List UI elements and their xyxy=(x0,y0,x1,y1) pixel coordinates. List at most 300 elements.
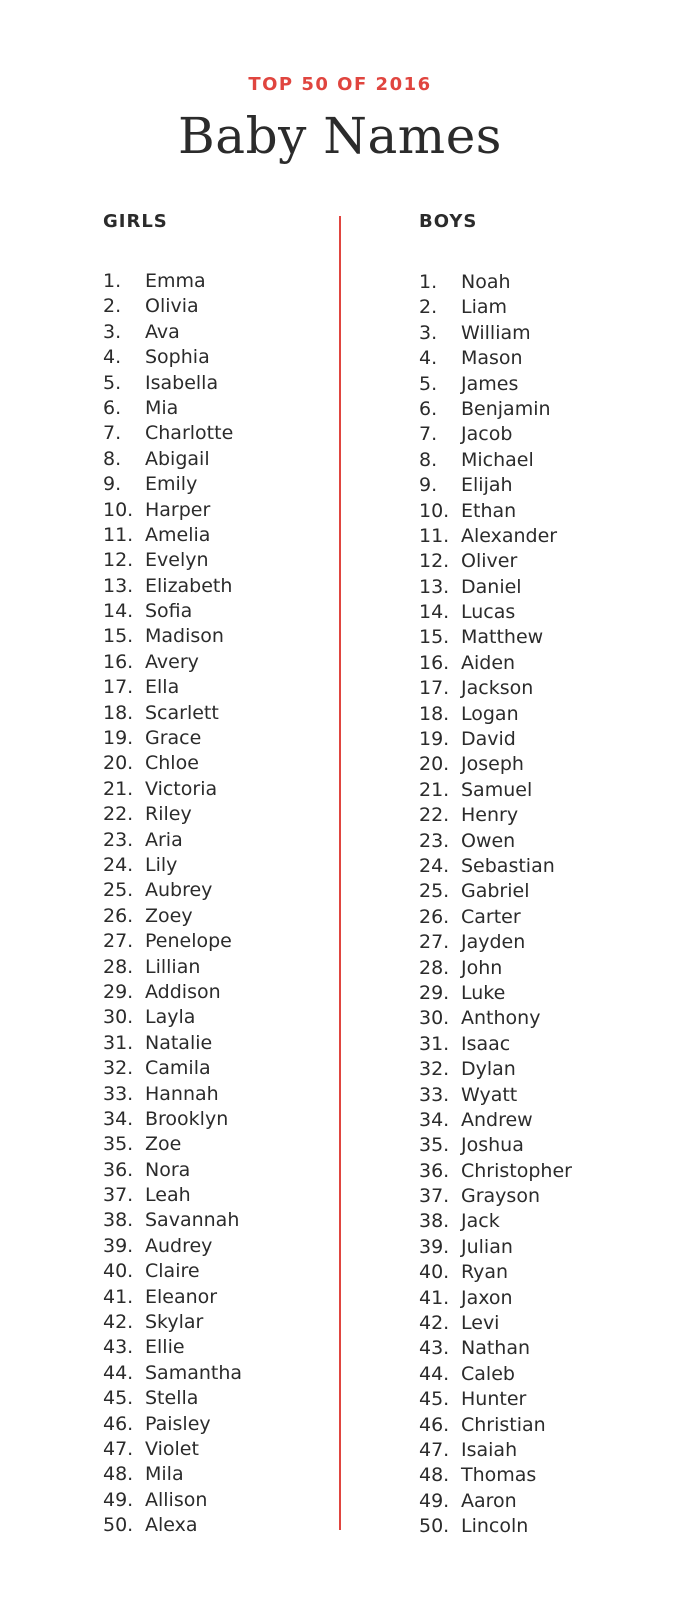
rank-number: 34. xyxy=(103,1107,134,1130)
girl-name: Ellie xyxy=(145,1336,185,1359)
boy-name: Aiden xyxy=(461,651,516,674)
rank-number: 21. xyxy=(419,778,450,801)
boy-name-row xyxy=(419,981,659,1006)
rank-number: 10. xyxy=(103,498,134,521)
girl-name: Harper xyxy=(145,498,211,521)
girl-name: Zoe xyxy=(145,1133,182,1156)
rank-number: 36. xyxy=(419,1159,450,1182)
girl-name: Hannah xyxy=(145,1082,219,1105)
rank-number: 34. xyxy=(419,1108,450,1131)
rank-number: 21. xyxy=(103,777,134,800)
boy-name: Oliver xyxy=(461,550,518,573)
boy-name-row xyxy=(419,956,659,981)
boy-name: Alexander xyxy=(461,524,558,547)
girl-name: Nora xyxy=(145,1158,191,1181)
girl-name: Elizabeth xyxy=(145,574,233,597)
rank-number: 42. xyxy=(419,1312,450,1335)
boy-name: Luke xyxy=(461,981,506,1004)
boy-name-row xyxy=(419,600,659,625)
girl-name: Alexa xyxy=(145,1514,198,1537)
boy-name: Aaron xyxy=(461,1489,517,1512)
boy-name-row xyxy=(419,1235,659,1260)
rank-number: 31. xyxy=(419,1032,450,1055)
girl-name-row xyxy=(103,751,343,776)
rank-number: 16. xyxy=(419,651,450,674)
girl-name-row xyxy=(103,371,343,396)
rank-number: 11. xyxy=(103,523,134,546)
girl-name: Amelia xyxy=(145,523,211,546)
girl-name-row xyxy=(103,1005,343,1030)
girl-name: Eleanor xyxy=(145,1285,218,1308)
rank-number: 50. xyxy=(419,1515,450,1538)
girl-name-row xyxy=(103,1488,343,1513)
boy-name: Michael xyxy=(461,448,534,471)
girl-name-row xyxy=(103,1386,343,1411)
rank-number: 3. xyxy=(419,321,438,344)
girl-name: Paisley xyxy=(145,1412,211,1435)
rank-number: 15. xyxy=(419,626,450,649)
rank-number: 32. xyxy=(419,1058,450,1081)
rank-number: 35. xyxy=(419,1134,450,1157)
boy-name: Daniel xyxy=(461,575,522,598)
girl-name-row xyxy=(103,1361,343,1386)
rank-number: 16. xyxy=(103,650,134,673)
rank-number: 28. xyxy=(419,956,450,979)
boy-name-row xyxy=(419,930,659,955)
girl-name: Emma xyxy=(145,270,206,292)
boy-name-row xyxy=(419,321,659,346)
rank-number: 44. xyxy=(419,1362,450,1385)
girl-name: Sofia xyxy=(145,600,193,623)
boy-name-row xyxy=(419,372,659,397)
girl-name-row xyxy=(103,1310,343,1335)
rank-number: 7. xyxy=(103,422,122,445)
boy-name: Owen xyxy=(461,829,516,852)
rank-number: 45. xyxy=(419,1388,450,1411)
boy-name: Gabriel xyxy=(461,880,530,903)
rank-number: 48. xyxy=(419,1464,450,1487)
boy-name: William xyxy=(461,321,531,344)
boy-name-row xyxy=(419,1438,659,1463)
boy-name-row xyxy=(419,422,659,447)
boy-name: Henry xyxy=(461,804,519,827)
boy-name: Isaac xyxy=(461,1032,511,1055)
rank-number: 48. xyxy=(103,1463,134,1486)
girl-name: Lily xyxy=(145,853,178,876)
rank-number: 13. xyxy=(103,574,134,597)
girl-name-row xyxy=(103,853,343,878)
boys-column xyxy=(419,210,659,1540)
boy-name-row xyxy=(419,905,659,930)
boy-name-row xyxy=(419,1387,659,1412)
girl-name: Aubrey xyxy=(145,879,213,902)
boy-name: Benjamin xyxy=(461,397,551,420)
rank-number: 18. xyxy=(103,701,134,724)
boy-name: Wyatt xyxy=(461,1083,518,1106)
rank-number: 22. xyxy=(103,803,134,826)
rank-number: 46. xyxy=(419,1413,450,1436)
girl-name-row xyxy=(103,929,343,954)
boy-name: Hunter xyxy=(461,1388,527,1411)
rank-number: 39. xyxy=(103,1234,134,1257)
rank-number: 14. xyxy=(419,601,450,624)
rank-number: 10. xyxy=(419,499,450,522)
rank-number: 17. xyxy=(103,676,134,699)
boy-name-row xyxy=(419,295,659,320)
boy-name-row xyxy=(419,270,659,295)
boy-name-row xyxy=(419,575,659,600)
boy-name-row xyxy=(419,1032,659,1057)
girl-name-row xyxy=(103,1158,343,1183)
girl-name-row xyxy=(103,1031,343,1056)
girl-name: Skylar xyxy=(145,1311,204,1334)
boy-name: Mason xyxy=(461,347,523,370)
girl-name: Mila xyxy=(145,1463,184,1486)
girl-name-row xyxy=(103,802,343,827)
girl-name-row xyxy=(103,320,343,345)
page-title: Baby Names xyxy=(178,107,502,165)
boy-name-row xyxy=(419,803,659,828)
girl-name-row xyxy=(103,1513,343,1538)
boy-name-row xyxy=(419,1413,659,1438)
girl-name: Natalie xyxy=(145,1031,213,1054)
girl-name-row xyxy=(103,269,343,294)
girl-name: Addison xyxy=(145,980,221,1003)
rank-number: 24. xyxy=(419,854,450,877)
girl-name-row xyxy=(103,498,343,523)
girl-name-row xyxy=(103,1234,343,1259)
rank-number: 25. xyxy=(419,880,450,903)
rank-number: 19. xyxy=(103,727,134,750)
boy-name-row xyxy=(419,676,659,701)
rank-number: 1. xyxy=(419,271,438,293)
boy-name: Logan xyxy=(461,702,519,725)
rank-number: 27. xyxy=(103,930,134,953)
rank-number: 43. xyxy=(419,1337,450,1360)
boy-name: Noah xyxy=(461,271,511,293)
boy-name: Sebastian xyxy=(461,854,555,877)
rank-number: 40. xyxy=(419,1261,450,1284)
girl-name: Sophia xyxy=(145,346,210,369)
girl-name-row xyxy=(103,777,343,802)
rank-number: 1. xyxy=(103,270,122,292)
girl-name-row xyxy=(103,599,343,624)
boy-name: John xyxy=(461,956,503,979)
boy-name-row xyxy=(419,1159,659,1184)
girl-name-row xyxy=(103,1208,343,1233)
rank-number: 32. xyxy=(103,1057,134,1080)
boy-name-row xyxy=(419,1209,659,1234)
boy-name: Levi xyxy=(461,1312,500,1335)
rank-number: 6. xyxy=(419,397,438,420)
rank-number: 28. xyxy=(103,955,134,978)
rank-number: 50. xyxy=(103,1514,134,1537)
boy-name-row xyxy=(419,1260,659,1285)
girl-name: Grace xyxy=(145,727,202,750)
girl-name: Charlotte xyxy=(145,422,234,445)
girl-name: Camila xyxy=(145,1057,211,1080)
boy-name-row xyxy=(419,829,659,854)
boy-name: Carter xyxy=(461,905,521,928)
boy-name: Nathan xyxy=(461,1337,531,1360)
rank-number: 26. xyxy=(419,905,450,928)
rank-number: 47. xyxy=(103,1437,134,1460)
girl-name-row xyxy=(103,1259,343,1284)
girl-name-row xyxy=(103,904,343,929)
rank-number: 31. xyxy=(103,1031,134,1054)
rank-number: 36. xyxy=(103,1158,134,1181)
boy-name-row xyxy=(419,1489,659,1514)
rank-number: 23. xyxy=(419,829,450,852)
rank-number: 8. xyxy=(103,447,122,470)
girls-name-list xyxy=(103,269,343,1539)
boy-name: Caleb xyxy=(461,1362,515,1385)
girl-name-row xyxy=(103,675,343,700)
girl-name: Scarlett xyxy=(145,701,219,724)
girl-name-row xyxy=(103,828,343,853)
girl-name: Riley xyxy=(145,803,192,826)
rank-number: 12. xyxy=(419,550,450,573)
rank-number: 37. xyxy=(103,1184,134,1207)
girl-name-row xyxy=(103,548,343,573)
boy-name: James xyxy=(461,372,519,395)
rank-number: 7. xyxy=(419,423,438,446)
rank-number: 17. xyxy=(419,677,450,700)
boy-name-row xyxy=(419,752,659,777)
rank-number: 25. xyxy=(103,879,134,902)
boy-name-row xyxy=(419,549,659,574)
rank-number: 15. xyxy=(103,625,134,648)
girl-name-row xyxy=(103,294,343,319)
boy-name-row xyxy=(419,499,659,524)
boy-name: Lincoln xyxy=(461,1515,529,1538)
boy-name-row xyxy=(419,1336,659,1361)
boy-name: Elijah xyxy=(461,474,513,497)
girl-name: Zoey xyxy=(145,904,193,927)
girl-name: Isabella xyxy=(145,371,219,394)
rank-number: 47. xyxy=(419,1438,450,1461)
rank-number: 29. xyxy=(103,980,134,1003)
boy-name: Julian xyxy=(461,1235,513,1258)
boy-name: Joseph xyxy=(461,753,524,776)
boy-name: Isaiah xyxy=(461,1438,518,1461)
rank-number: 43. xyxy=(103,1336,134,1359)
boy-name: Ryan xyxy=(461,1261,509,1284)
girls-column xyxy=(103,210,343,1539)
rank-number: 40. xyxy=(103,1260,134,1283)
boy-name: Lucas xyxy=(461,601,516,624)
girl-name: Chloe xyxy=(145,752,199,775)
girl-name-row xyxy=(103,701,343,726)
boy-name-row xyxy=(419,625,659,650)
girl-name-row xyxy=(103,726,343,751)
boy-name: Christopher xyxy=(461,1159,572,1182)
girl-name-row xyxy=(103,980,343,1005)
rank-number: 5. xyxy=(103,371,122,394)
rank-number: 27. xyxy=(419,931,450,954)
girl-name: Allison xyxy=(145,1488,208,1511)
boy-name: Jayden xyxy=(461,931,526,954)
boy-name-row xyxy=(419,727,659,752)
girl-name: Madison xyxy=(145,625,224,648)
boy-name-row xyxy=(419,397,659,422)
boy-name-row xyxy=(419,651,659,676)
girl-name-row xyxy=(103,1437,343,1462)
rank-number: 44. xyxy=(103,1361,134,1384)
girls-heading: GIRLS xyxy=(103,211,168,232)
boy-name: Samuel xyxy=(461,778,533,801)
boy-name-row xyxy=(419,1463,659,1488)
rank-number: 33. xyxy=(419,1083,450,1106)
girl-name: Avery xyxy=(145,650,199,673)
boy-name: Christian xyxy=(461,1413,546,1436)
boy-name-row xyxy=(419,1362,659,1387)
rank-number: 49. xyxy=(103,1488,134,1511)
girl-name: Brooklyn xyxy=(145,1107,229,1130)
rank-number: 38. xyxy=(103,1209,134,1232)
girl-name: Stella xyxy=(145,1387,199,1410)
rank-number: 20. xyxy=(103,752,134,775)
girl-name-row xyxy=(103,421,343,446)
girl-name: Aria xyxy=(145,828,183,851)
boy-name-row xyxy=(419,1108,659,1133)
girl-name: Violet xyxy=(145,1437,199,1460)
boy-name: Matthew xyxy=(461,626,544,649)
boys-name-list xyxy=(419,270,659,1540)
boy-name-row xyxy=(419,854,659,879)
rank-number: 29. xyxy=(419,981,450,1004)
rank-number: 11. xyxy=(419,524,450,547)
girl-name: Emily xyxy=(145,473,198,496)
rank-number: 9. xyxy=(103,473,122,496)
girl-name-row xyxy=(103,345,343,370)
girl-name: Mia xyxy=(145,396,179,419)
girl-name: Ava xyxy=(145,320,180,343)
rank-number: 23. xyxy=(103,828,134,851)
boy-name-row xyxy=(419,1311,659,1336)
rank-number: 19. xyxy=(419,728,450,751)
boy-name: Anthony xyxy=(461,1007,541,1030)
girl-name-row xyxy=(103,472,343,497)
girl-name-row xyxy=(103,650,343,675)
girl-name-row xyxy=(103,955,343,980)
rank-number: 20. xyxy=(419,753,450,776)
rank-number: 14. xyxy=(103,600,134,623)
girl-name-row xyxy=(103,1082,343,1107)
girl-name: Samantha xyxy=(145,1361,243,1384)
boy-name-row xyxy=(419,778,659,803)
girl-name: Penelope xyxy=(145,930,232,953)
boy-name-row xyxy=(419,1083,659,1108)
rank-number: 2. xyxy=(419,296,438,319)
girl-name-row xyxy=(103,1412,343,1437)
rank-number: 42. xyxy=(103,1311,134,1334)
girl-name: Evelyn xyxy=(145,549,209,572)
girl-name: Audrey xyxy=(145,1234,213,1257)
boy-name-row xyxy=(419,702,659,727)
boy-name-row xyxy=(419,473,659,498)
girl-name-row xyxy=(103,447,343,472)
rank-number: 41. xyxy=(103,1285,134,1308)
rank-number: 12. xyxy=(103,549,134,572)
rank-number: 9. xyxy=(419,474,438,497)
boy-name-row xyxy=(419,1057,659,1082)
rank-number: 41. xyxy=(419,1286,450,1309)
boy-name-row xyxy=(419,879,659,904)
rank-number: 45. xyxy=(103,1387,134,1410)
girl-name-row xyxy=(103,1183,343,1208)
girl-name: Ella xyxy=(145,676,180,699)
boy-name-row xyxy=(419,346,659,371)
girl-name: Savannah xyxy=(145,1209,240,1232)
boy-name: Jacob xyxy=(461,423,513,446)
boy-name: Andrew xyxy=(461,1108,533,1131)
rank-number: 26. xyxy=(103,904,134,927)
girl-name: Lillian xyxy=(145,955,201,978)
rank-number: 6. xyxy=(103,396,122,419)
boy-name: Thomas xyxy=(461,1464,537,1487)
girl-name: Abigail xyxy=(145,447,210,470)
rank-number: 22. xyxy=(419,804,450,827)
girl-name-row xyxy=(103,523,343,548)
page-header xyxy=(0,72,680,166)
girl-name: Layla xyxy=(145,1006,196,1029)
girl-name-row xyxy=(103,1132,343,1157)
girl-name-row xyxy=(103,574,343,599)
girl-name-row xyxy=(103,1107,343,1132)
boy-name: Liam xyxy=(461,296,508,319)
rank-number: 49. xyxy=(419,1489,450,1512)
rank-number: 8. xyxy=(419,448,438,471)
girl-name-row xyxy=(103,1335,343,1360)
boy-name-row xyxy=(419,1286,659,1311)
rank-number: 35. xyxy=(103,1133,134,1156)
boy-name: David xyxy=(461,728,516,751)
boy-name-row xyxy=(419,524,659,549)
boy-name: Jaxon xyxy=(461,1286,513,1309)
boy-name: Jackson xyxy=(461,677,534,700)
rank-number: 5. xyxy=(419,372,438,395)
boy-name: Joshua xyxy=(461,1134,524,1157)
girl-name: Olivia xyxy=(145,295,199,318)
rank-number: 30. xyxy=(419,1007,450,1030)
rank-number: 4. xyxy=(419,347,438,370)
girl-name: Claire xyxy=(145,1260,200,1283)
boy-name-row xyxy=(419,1006,659,1031)
boy-name-row xyxy=(419,1133,659,1158)
rank-number: 24. xyxy=(103,853,134,876)
girl-name: Leah xyxy=(145,1184,191,1207)
girl-name-row xyxy=(103,878,343,903)
rank-number: 46. xyxy=(103,1412,134,1435)
girl-name-row xyxy=(103,396,343,421)
boy-name-row xyxy=(419,1184,659,1209)
boys-heading: BOYS xyxy=(419,211,478,232)
rank-number: 4. xyxy=(103,346,122,369)
rank-number: 33. xyxy=(103,1082,134,1105)
rank-number: 39. xyxy=(419,1235,450,1258)
boy-name: Grayson xyxy=(461,1185,540,1208)
boy-name: Dylan xyxy=(461,1058,516,1081)
girl-name-row xyxy=(103,1285,343,1310)
girl-name-row xyxy=(103,1056,343,1081)
rank-number: 2. xyxy=(103,295,122,318)
rank-number: 30. xyxy=(103,1006,134,1029)
eyebrow-label: TOP 50 OF 2016 xyxy=(248,74,432,95)
rank-number: 38. xyxy=(419,1210,450,1233)
rank-number: 18. xyxy=(419,702,450,725)
rank-number: 37. xyxy=(419,1185,450,1208)
